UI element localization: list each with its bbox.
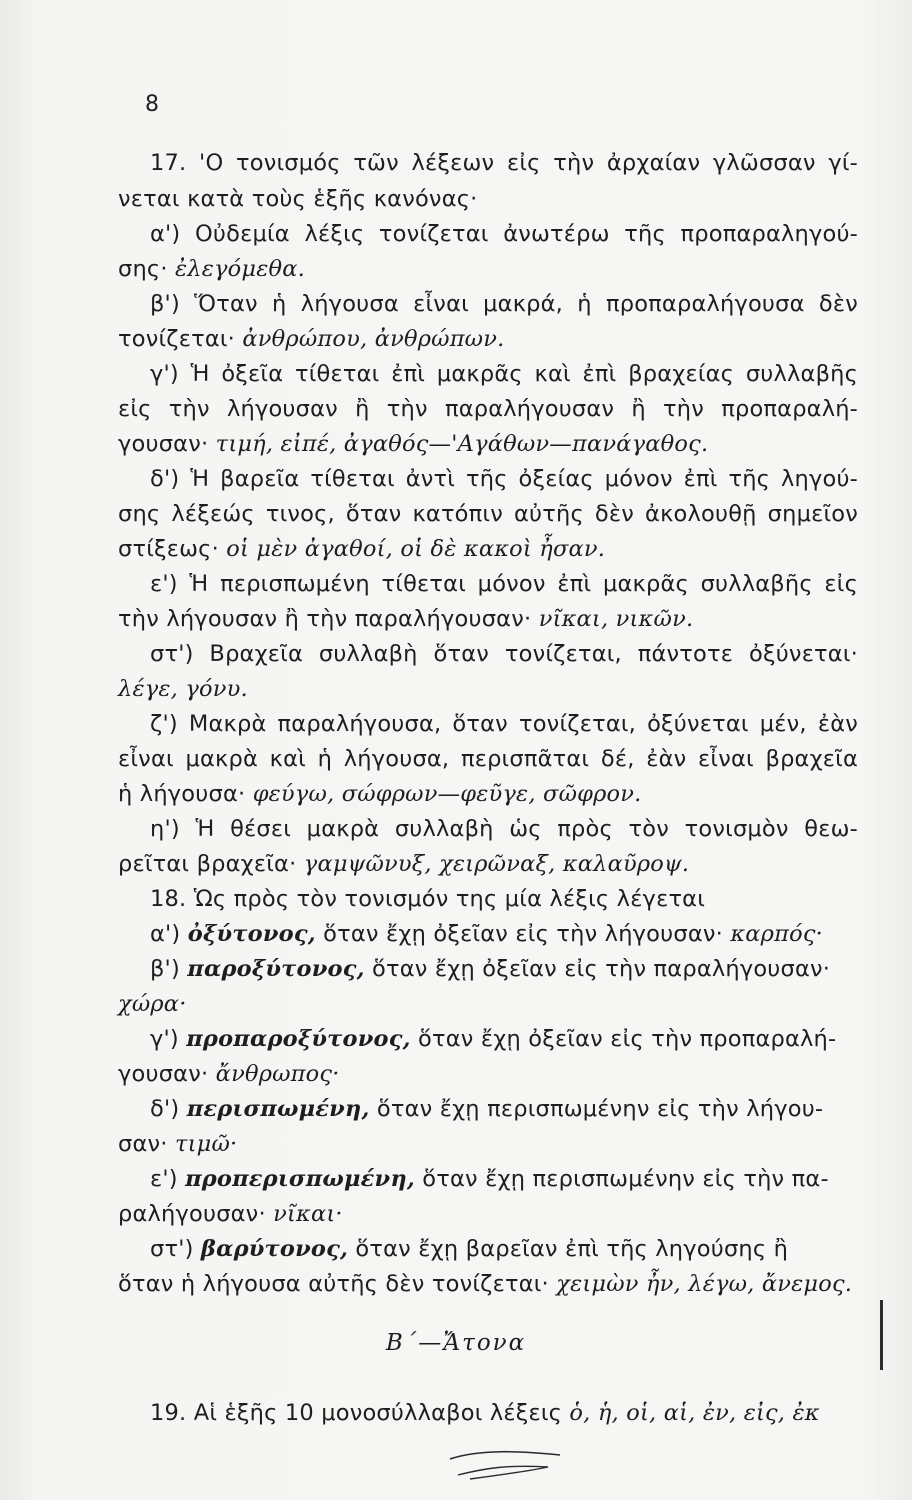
text-line: εἶναι μακρὰ καὶ ἡ λήγουσα, περισπᾶται δέ, ἐὰν εἶναι βραχεῖα	[118, 746, 858, 772]
text-line: γ') προπαροξύτονος, ὅταν ἔχῃ ὀξεῖαν εἰς τὴν προπαραλή-	[150, 1026, 837, 1052]
text-line: νεται κατὰ τοὺς ἑξῆς κανόνας·	[118, 186, 478, 212]
term-text: περισπωμένη,	[186, 1096, 370, 1122]
example-text: χειμὼν ἦν, λέγω, ἄνεμος.	[556, 1271, 853, 1297]
text-line: η') Ἡ θέσει μακρὰ συλλαβὴ ὡς πρὸς τὸν τονισμὸν θεω-	[150, 816, 858, 842]
example-text: γαμψῶνυξ, χειρῶναξ, καλαῦροψ.	[303, 851, 690, 877]
text-line: δ') περισπωμένη, ὅταν ἔχῃ περισπωμένην εἰς τὴν λήγου-	[150, 1096, 824, 1122]
flourish-ornament	[440, 1445, 570, 1485]
section-heading: Β΄—Ἄτονα	[385, 1330, 527, 1356]
term-text: ὀξύτονος,	[187, 921, 316, 947]
text-line: ἡ λήγουσα· φεύγω, σώφρων—φεῦγε, σῶφρον.	[118, 781, 642, 807]
text-line: γ') Ἡ ὀξεῖα τίθεται ἐπὶ μακρᾶς καὶ ἐπὶ βραχείας συλλαβῆς	[150, 361, 858, 387]
text-line: τονίζεται· ἀνθρώπου, ἀνθρώπων.	[118, 326, 505, 352]
text-line: ζ') Μακρὰ παραλήγουσα, ὅταν τονίζεται, ὀξύνεται μέν, ἐὰν	[150, 711, 858, 737]
example-text: νῖκαι, νικῶν.	[538, 606, 694, 632]
example-text: ἀνθρώπου, ἀνθρώπων.	[242, 326, 505, 352]
text-line: στ') Βραχεῖα συλλαβὴ ὅταν τονίζεται, πάντοτε ὀξύνεται·	[150, 641, 858, 667]
example-text: τιμή, εἰπέ, ἀγαθός—'Αγάθων—πανάγαθος.	[215, 431, 709, 457]
text-line: στίξεως· οἱ μὲν ἀγαθοί, οἱ δὲ κακοὶ ἦσαν.	[118, 536, 606, 562]
example-text: φεύγω, σώφρων—φεῦγε, σῶφρον.	[252, 781, 642, 807]
text-line: εἰς τὴν λήγουσαν ἢ τὴν παραλήγουσαν ἢ τὴν προπαραλή-	[118, 396, 858, 422]
example-text: ἄνθρωπος·	[215, 1061, 340, 1087]
term-text: προπαροξύτονος,	[186, 1026, 411, 1052]
text-line: α') Οὐδεμία λέξις τονίζεται ἀνωτέρω τῆς προπαραληγού-	[150, 221, 858, 247]
text-line: β') παροξύτονος, ὅταν ἔχῃ ὀξεῖαν εἰς τὴν παραλήγουσαν·	[150, 956, 831, 982]
paragraph-number: 18.	[150, 886, 187, 912]
text-line	[118, 991, 858, 1017]
text-line: β') Ὅταν ἡ λήγουσα εἶναι μακρά, ἡ προπαραλήγουσα δὲν	[150, 291, 858, 317]
text-line: 18. Ὡς πρὸς τὸν τονισμόν της μία λέξις λέγεται	[150, 886, 706, 912]
example-text: νῖκαι·	[273, 1201, 343, 1227]
example-text: ἐλεγόμεθα.	[175, 256, 306, 282]
text-line: 19. Αἱ ἑξῆς 10 μονοσύλλαβοι λέξεις ὁ, ἡ, οἱ, αἱ, ἐν, εἰς, ἐκ	[150, 1400, 820, 1426]
text-line	[118, 676, 858, 702]
text-line: σαν· τιμῶ·	[118, 1131, 238, 1157]
text-line: γουσαν· τιμή, εἰπέ, ἀγαθός—'Αγάθων—πανάγαθος.	[118, 431, 709, 457]
paragraph-number: 19.	[150, 1400, 187, 1426]
text-line: τὴν λήγουσαν ἢ τὴν παραλήγουσαν· νῖκαι, νικῶν.	[118, 606, 694, 632]
text-line: γουσαν· ἄνθρωπος·	[118, 1061, 340, 1087]
text-line: δ') Ἡ βαρεῖα τίθεται ἀντὶ τῆς ὀξείας μόνον ἐπὶ τῆς ληγού-	[150, 466, 858, 492]
example-text: χώρα·	[118, 991, 187, 1017]
text-line: α') ὀξύτονος, ὅταν ἔχῃ ὀξεῖαν εἰς τὴν λήγουσαν· καρπός·	[150, 921, 823, 947]
text-line: ὅταν ἡ λήγουσα αὐτῆς δὲν τονίζεται· χειμὼν ἦν, λέγω, ἄνεμος.	[118, 1271, 853, 1297]
example-text: καρπός·	[730, 921, 823, 947]
margin-mark	[880, 1300, 883, 1370]
text-line: στ') βαρύτονος, ὅταν ἔχῃ βαρεῖαν ἐπὶ τῆς ληγούσης ἢ	[150, 1236, 789, 1262]
example-text: ὁ, ἡ, οἱ, αἱ, ἐν, εἰς, ἐκ	[569, 1400, 820, 1426]
term-text: βαρύτονος,	[200, 1236, 349, 1262]
text-line: σης λέξεώς τινος, ὅταν κατόπιν αὐτῆς δὲν ἀκολουθῇ σημεῖον	[118, 501, 858, 527]
example-text: οἱ μὲν ἀγαθοί, οἱ δὲ κακοὶ ἦσαν.	[226, 536, 606, 562]
text-line: σης· ἐλεγόμεθα.	[118, 256, 306, 282]
text-line: ρεῖται βραχεῖα· γαμψῶνυξ, χειρῶναξ, καλαῦροψ.	[118, 851, 690, 877]
page-number: 8	[145, 92, 159, 117]
term-text: προπερισπωμένη,	[185, 1166, 415, 1192]
text-line: ραλήγουσαν· νῖκαι·	[118, 1201, 343, 1227]
term-text: παροξύτονος,	[187, 956, 365, 982]
text-line: ε') προπερισπωμένη, ὅταν ἔχῃ περισπωμένην εἰς τὴν πα-	[150, 1166, 829, 1192]
example-text: τιμῶ·	[174, 1131, 238, 1157]
text-line: 17. 'Ο τονισμός τῶν λέξεων εἰς τὴν ἀρχαίαν γλῶσσαν γί-	[150, 150, 858, 176]
text-line: ε') Ἡ περισπωμένη τίθεται μόνον ἐπὶ μακρᾶς συλλαβῆς εἰς	[150, 571, 858, 597]
example-text: λέγε, γόνυ.	[118, 676, 248, 702]
paragraph-number: 17.	[150, 150, 187, 176]
